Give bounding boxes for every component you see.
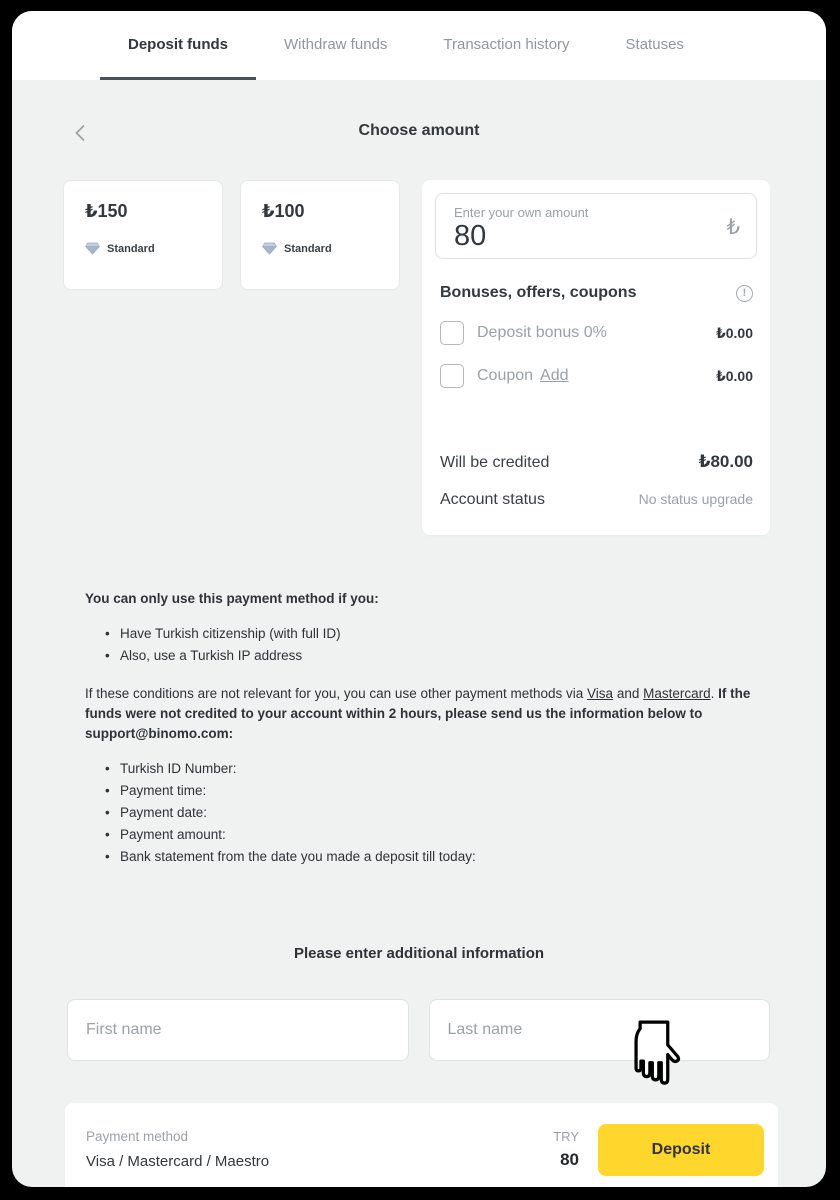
required-item: • Bank statement from the date you made a deposit till today: [85,847,756,869]
additional-info-title: Please enter additional information [293,945,545,962]
bonuses-title: Bonuses, offers, coupons [440,284,637,301]
tab-withdraw-funds[interactable]: Withdraw funds [284,35,388,53]
required-item: • Turkish ID Number: [85,759,756,781]
last-name-field[interactable] [429,999,771,1061]
amount-card [422,180,770,535]
required-info-list [85,759,756,869]
info-paragraph: If these conditions are not relevant for you, you can use other payment methods via Visa and Mastercard. If the funds were not credited to your account within 2 hours, please send us the information below to support@binomo.com: [85,686,751,741]
visa-link[interactable]: Visa [587,686,614,701]
account-status-label: Account status [440,491,545,508]
coupon-value: ₺0.00 [716,367,753,384]
footer-amount: 80 [560,1150,579,1169]
first-name-field[interactable] [67,999,409,1061]
preset-card-150[interactable] [63,180,223,290]
back-button[interactable] [70,123,90,143]
preset-card-100[interactable] [240,180,400,290]
account-status-value: No status upgrade [638,491,753,507]
credited-value: ₺80.00 [698,452,753,471]
info-intro: You can only use this payment method if you: [85,591,379,606]
preset-amount: ₺150 [85,201,128,221]
payment-method-info [85,591,756,869]
page-head [12,122,826,144]
amount-selection [63,180,826,535]
coupon-checkbox[interactable] [440,364,464,388]
info-paragraph-bold: If the funds were not credited to your account within 2 hours, please send us the information below to support@binomo.com: [85,686,751,741]
payment-summary-bar [65,1103,778,1187]
credited-label: Will be credited [440,454,550,471]
lira-currency-icon: ₺ [726,216,740,239]
condition-item: • Have Turkish citizenship (with full ID) [85,623,756,645]
required-item: • Payment date: [85,803,756,825]
diamond-icon [262,242,277,255]
required-item: • Payment amount: [85,825,756,847]
names-row [67,999,770,1061]
conditions-list [85,623,756,667]
deposit-button[interactable]: Deposit [598,1124,764,1176]
deposit-bonus-label: Deposit bonus 0% [477,324,607,341]
preset-tier-label: Standard [107,242,155,255]
condition-item: • Also, use a Turkish IP address [85,645,756,667]
payment-method-label: Payment method [86,1129,189,1144]
custom-amount-input[interactable] [435,193,757,259]
diamond-icon [85,242,100,255]
deposit-bonus-value: ₺0.00 [716,324,753,341]
deposit-bonus-row [435,321,757,345]
page-title: Choose amount [358,122,480,139]
account-status-row [440,491,753,509]
coupon-row [435,364,757,388]
deposit-bonus-checkbox[interactable] [440,321,464,345]
amount-input-value: 80 [454,220,487,252]
amount-input-label: Enter your own amount [454,205,589,220]
preset-tier-label: Standard [284,242,332,255]
credited-row [440,452,753,472]
required-item: • Payment time: [85,781,756,803]
tab-transaction-history[interactable]: Transaction history [443,35,570,53]
payment-method-value: Visa / Mastercard / Maestro [86,1153,270,1170]
mastercard-link[interactable]: Mastercard [643,686,711,701]
chevron-left-icon [75,124,86,142]
tab-statuses[interactable]: Statuses [625,35,684,53]
coupon-add-link[interactable]: Add [540,367,569,384]
tabs-bar [12,11,826,80]
footer-currency: TRY [553,1129,579,1144]
tab-deposit-funds[interactable]: Deposit funds [100,11,256,80]
payments-window [12,11,826,1187]
preset-amount: ₺100 [262,201,305,221]
info-alert-icon[interactable]: ! [736,285,753,302]
coupon-label: Coupon [477,367,534,384]
